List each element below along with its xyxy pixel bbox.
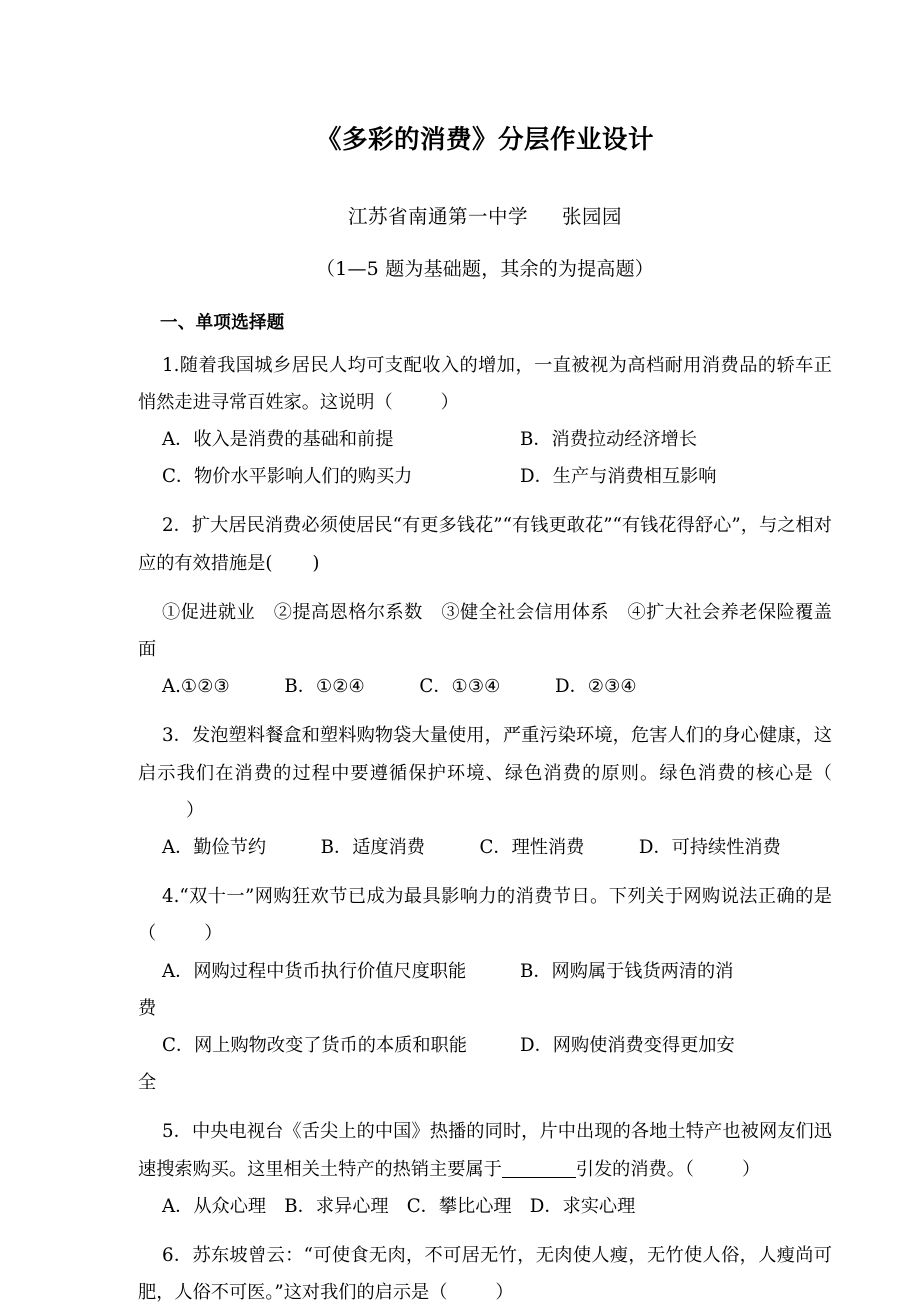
question-5-stem-line2-post: 引发的消费。（ xyxy=(575,1158,694,1180)
question-5-choices[interactable]: A．从众心理 B．求异心理 C．攀比心理 D．求实心理 xyxy=(162,1195,636,1217)
question-4-options-row-1 xyxy=(138,953,832,990)
question-1-stem xyxy=(138,333,832,421)
question-2-stem-tail: ) xyxy=(312,552,320,574)
question-6-stem-line1: 6．苏东坡曾云：“可使食无肉，不可居无竹，无肉使人瘦，无竹使人俗， xyxy=(162,1244,759,1266)
section-heading-single-choice: 一、单项选择题 xyxy=(160,313,285,333)
fill-in-blank[interactable] xyxy=(502,1177,576,1178)
question-5-stem-line2-pre: 网友们迅速搜索购买。这里相关土特产的热销主要属于 xyxy=(138,1121,832,1180)
question-3-stem-line2: 健康，这启示我们在消费的过程中要遵循保护环境、绿色消费的原则。绿色消 xyxy=(138,725,832,784)
question-4-stem xyxy=(138,866,832,952)
question-1-options-row-2 xyxy=(138,458,832,495)
question-2-stem-line1: 2．扩大居民消费必须使居民“有更多钱花”“有钱更敢花”“有钱花得舒心” xyxy=(162,515,741,537)
question-5-stem xyxy=(138,1101,832,1187)
question-2-items xyxy=(138,582,832,668)
option-4a[interactable]: A．网购过程中货币执行价值尺度职能 xyxy=(162,960,467,982)
question-1-stem-tail: ） xyxy=(440,391,459,413)
question-2-items-line1: ①促进就业 ②提高恩格尔系数 ③健全社会信用体系 ④扩大社会养老 xyxy=(162,601,758,623)
option-1b[interactable]: B．消费拉动经济增长 xyxy=(520,428,698,450)
byline xyxy=(138,154,832,227)
option-1c[interactable]: C．物价水平影响人们的购买力 xyxy=(162,466,413,488)
question-5-stem-tail: ） xyxy=(741,1158,761,1180)
question-6-stem-tail: ） xyxy=(495,1282,514,1302)
question-5-stem-line1: 5．中央电视台《舌尖上的中国》热播的同时，片中出现的各地土特产也被 xyxy=(162,1121,759,1143)
question-4-stem-line1: 4.“双十一”网购狂欢节已成为最具影响力的消费节日。下列关于网购说 xyxy=(162,886,740,908)
question-3-stem-tail: ） xyxy=(186,799,205,821)
question-6-stem xyxy=(138,1225,832,1302)
byline-author: 张园园 xyxy=(562,204,623,228)
difficulty-note: （1—5 题为基础题，其余的为提高题） xyxy=(315,258,655,280)
option-4d[interactable]: D．网购使消费变得更加安 xyxy=(520,1034,735,1056)
option-4c[interactable]: C．网上购物改变了货币的本质和职能 xyxy=(162,1034,467,1056)
option-4d-wrap: 全 xyxy=(138,1072,157,1094)
question-3-stem-line1: 3．发泡塑料餐盒和塑料购物袋大量使用，严重污染环境，危害人们的身心 xyxy=(162,725,759,747)
question-2-stem-line2: ，与之相对应的有效措施是( xyxy=(138,515,832,574)
question-3-stem xyxy=(138,705,832,829)
option-4b[interactable]: B．网购属于钱货两清的消 xyxy=(520,960,734,982)
page-title: 《多彩的消费》分层作业设计 xyxy=(315,125,654,155)
question-1-stem-line2: 的轿车正悄然走进寻常百姓家。这说明（ xyxy=(138,354,832,413)
question-3-stem-line3: 费的核心是（ xyxy=(717,762,832,784)
question-1-options-row-1 xyxy=(138,421,832,458)
question-3-choices[interactable]: A．勤俭节约 B．适度消费 C．理性消费 D．可持续性消费 xyxy=(162,836,781,858)
question-2-choices[interactable]: A.①②③ B．①②④ C．①③④ D．②③④ xyxy=(162,676,637,698)
question-1-stem-line1: 1.随着我国城乡居民人均可支配收入的增加，一直被视为高档耐用消费品 xyxy=(162,354,758,376)
option-1a[interactable]: A．收入是消费的基础和前提 xyxy=(162,428,394,450)
question-4-options-row-2 xyxy=(138,1027,832,1064)
byline-school: 江苏省南通第一中学 xyxy=(347,204,528,228)
question-4-stem-line2: 法正确的是（ xyxy=(138,886,832,945)
document-content xyxy=(138,0,832,1302)
option-1d[interactable]: D．生产与消费相互影响 xyxy=(520,466,717,488)
question-2-stem xyxy=(138,495,832,581)
question-6-stem-line2: 人瘦尚可肥，人俗不可医。”这对我们的启示是（ xyxy=(138,1244,832,1302)
question-4-stem-tail: ） xyxy=(204,923,223,945)
option-4b-wrap: 费 xyxy=(138,997,157,1019)
question-2-items-line2: 保险覆盖面 xyxy=(138,601,832,660)
